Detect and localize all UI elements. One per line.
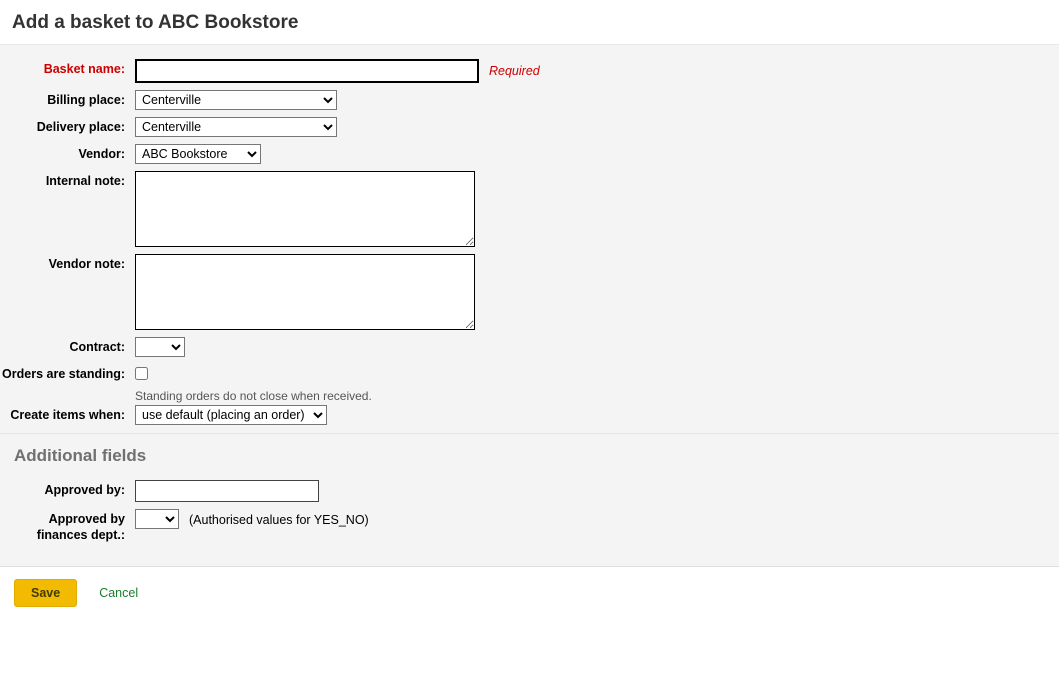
internal-note-textarea[interactable]	[135, 171, 475, 247]
billing-place-label: Billing place:	[47, 93, 125, 107]
additional-fields-heading: Additional fields	[0, 433, 1059, 480]
field-row-approved-by	[0, 480, 1059, 502]
approved-by-input[interactable]	[135, 480, 319, 502]
delivery-place-label: Delivery place:	[36, 120, 125, 134]
basket-form-panel	[0, 44, 1059, 567]
field-row-delivery-place	[0, 117, 1059, 137]
billing-place-select[interactable]	[135, 90, 337, 110]
vendor-note-label: Vendor note:	[48, 257, 125, 271]
approved-by-finances-note: (Authorised values for YES_NO)	[189, 513, 369, 527]
vendor-note-textarea[interactable]	[135, 254, 475, 330]
basket-name-input[interactable]	[135, 59, 479, 83]
approved-by-label: Approved by:	[44, 483, 125, 497]
form-actions	[0, 567, 1059, 607]
delivery-place-select[interactable]	[135, 117, 337, 137]
orders-standing-hint: Standing orders do not close when received.	[135, 389, 372, 403]
field-row-create-items-when	[0, 405, 1059, 425]
basket-name-label: Basket name:	[43, 62, 125, 76]
field-row-vendor-note	[0, 254, 1059, 330]
orders-standing-checkbox[interactable]	[135, 367, 148, 380]
cancel-button[interactable]: Cancel	[99, 586, 139, 601]
save-button[interactable]: Save	[14, 579, 77, 607]
approved-by-finances-label: Approved by finances dept.:	[36, 512, 125, 542]
internal-note-label: Internal note:	[45, 174, 125, 188]
contract-select[interactable]	[135, 337, 185, 357]
contract-label: Contract:	[69, 340, 125, 354]
basket-name-required-note: Required	[489, 64, 540, 78]
create-items-when-select[interactable]	[135, 405, 327, 425]
field-row-orders-standing	[0, 364, 1059, 403]
field-row-billing-place	[0, 90, 1059, 110]
field-row-basket-name	[0, 59, 1059, 83]
vendor-select[interactable]	[135, 144, 261, 164]
field-row-approved-by-finances	[0, 509, 1059, 543]
field-row-vendor	[0, 144, 1059, 164]
vendor-label: Vendor:	[78, 147, 125, 161]
create-items-when-label: Create items when:	[10, 408, 125, 422]
field-row-internal-note	[0, 171, 1059, 247]
field-row-contract	[0, 337, 1059, 357]
page-title: Add a basket to ABC Bookstore	[12, 12, 299, 33]
orders-standing-label: Orders are standing:	[2, 367, 125, 381]
approved-by-finances-select[interactable]	[135, 509, 179, 529]
